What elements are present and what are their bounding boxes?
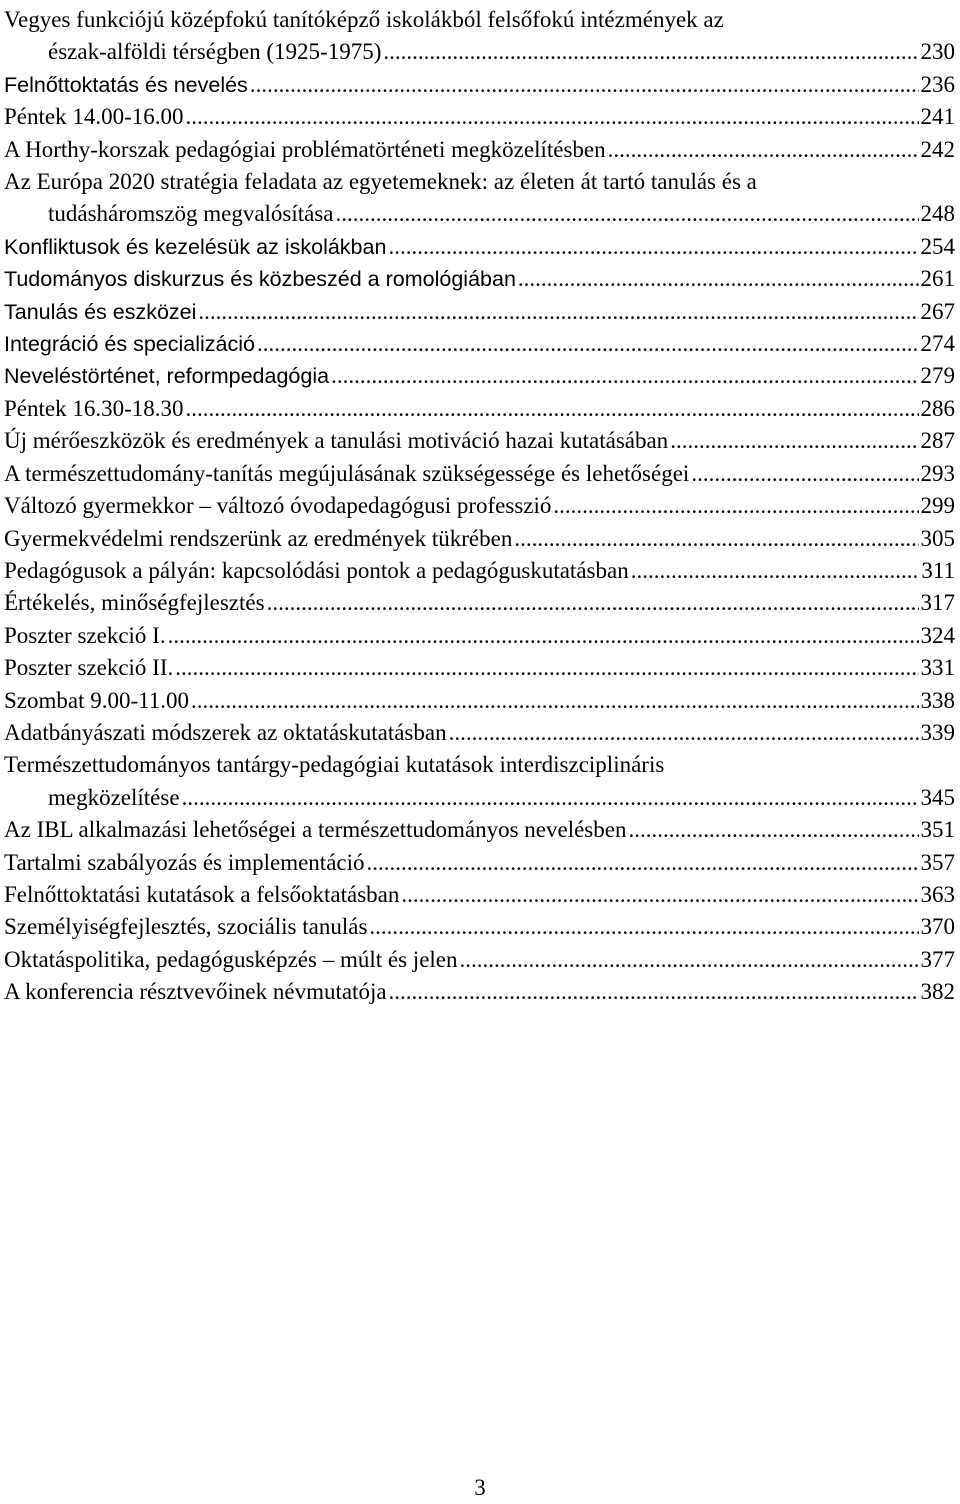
toc-entry-page: 370 [920,914,955,940]
toc-entry-page: 230 [920,39,955,65]
toc-entry-title: Péntek 16.30-18.30 [4,395,184,421]
toc-entry-title: Az IBL alkalmazási lehetőségei a természettudományos nevelésben [4,817,627,843]
dot-leader [388,231,918,263]
toc-entry[interactable] [4,231,955,263]
dot-leader [191,685,918,717]
toc-entry-title: Változó gyermekkor – változó óvodapedagógusi professzió [4,493,552,519]
toc-entry-page: 351 [920,817,955,843]
toc-entry[interactable] [4,166,955,231]
toc-entry-title-continued: tudásháromszög megvalósítása [48,201,334,227]
dot-leader [670,425,918,457]
toc-entry[interactable] [4,4,955,69]
dot-leader [168,620,919,652]
toc-entry-page: 242 [920,136,955,162]
dot-leader [628,814,918,846]
toc-entry-title: Oktatáspolitika, pedagógusképzés – múlt és jelen [4,946,458,972]
dot-leader [553,490,918,522]
toc-entry-page: 287 [920,428,955,454]
toc-entry-page: 324 [920,622,955,648]
dot-leader [250,69,919,101]
toc-entry[interactable] [4,101,955,133]
toc-entry[interactable] [4,328,955,360]
toc-entry-page: 261 [920,266,955,292]
dot-leader [336,198,919,230]
dot-leader [186,101,919,133]
toc-entry[interactable] [4,490,955,522]
dot-leader [267,587,919,619]
toc-entry-page: 377 [920,946,955,972]
toc-entry-title: Gyermekvédelmi rendszerünk az eredmények tükrében [4,525,513,551]
dot-leader [691,458,918,490]
toc-entry-page: 363 [920,881,955,907]
dot-leader [449,717,919,749]
toc-entry-title: Személyiségfejlesztés, szociális tanulás [4,914,368,940]
toc-entry-page: 345 [920,784,955,810]
dot-leader [460,944,919,976]
toc-entry-title-continued: megközelítése [48,784,180,810]
toc-entry[interactable] [4,458,955,490]
toc-entry[interactable] [4,944,955,976]
toc-entry[interactable] [4,263,955,295]
dot-leader [186,393,919,425]
toc-entry-page: 248 [920,201,955,227]
dot-leader [198,296,918,328]
toc-entry[interactable] [4,814,955,846]
toc-entry-page: 339 [920,719,955,745]
dot-leader [514,523,918,555]
dot-leader [331,360,918,392]
toc-entry[interactable] [4,296,955,328]
toc-entry-page: 236 [920,71,955,97]
toc-entry-title: Poszter szekció II. [4,655,174,681]
toc-entry-page: 279 [920,363,955,389]
toc-entry[interactable] [4,134,955,166]
dot-leader [401,879,918,911]
table-of-contents [4,4,955,1009]
toc-entry[interactable] [4,847,955,879]
toc-entry[interactable] [4,749,955,814]
dot-leader [608,134,919,166]
toc-entry-page: 317 [920,590,955,616]
toc-entry-page: 382 [920,979,955,1005]
toc-entry-title: Tudományos diskurzus és közbeszéd a romológiában [4,267,516,292]
toc-entry[interactable] [4,911,955,943]
toc-entry[interactable] [4,587,955,619]
toc-entry-page: 311 [921,557,955,583]
toc-entry[interactable] [4,652,955,684]
dot-leader [367,847,919,879]
toc-entry-page: 274 [920,331,955,357]
toc-entry-title: Neveléstörténet, reformpedagógia [4,364,330,389]
page-number: 3 [474,1475,486,1500]
toc-entry-title: Pedagógusok a pályán: kapcsolódási pontok a pedagóguskutatásban [4,557,629,583]
toc-entry[interactable] [4,976,955,1008]
toc-entry-title: Tanulás és eszközei [4,299,197,324]
toc-entry-title: Értékelés, minőségfejlesztés [4,590,265,616]
toc-entry-page: 286 [920,395,955,421]
toc-entry-title: Az Európa 2020 stratégia feladata az egyetemeknek: az életen át tartó tanulás és a [4,169,757,195]
toc-entry-title: A konferencia résztvevőinek névmutatója [4,979,387,1005]
toc-entry[interactable] [4,393,955,425]
toc-entry-page: 357 [920,849,955,875]
toc-entry-title: Természettudományos tantárgy-pedagógiai kutatások interdiszciplináris [4,752,665,778]
toc-entry-title: Új mérőeszközök és eredmények a tanulási motiváció hazai kutatásában [4,428,669,454]
toc-entry[interactable] [4,425,955,457]
toc-entry[interactable] [4,523,955,555]
dot-leader [369,911,918,943]
dot-leader [383,36,918,68]
toc-entry-title: A Horthy-korszak pedagógiai problématörténeti megközelítésben [4,136,606,162]
dot-leader [518,263,919,295]
toc-entry-page: 241 [920,104,955,130]
toc-entry-title: Felnőttoktatási kutatások a felsőoktatásban [4,881,400,907]
toc-entry-title: Péntek 14.00-16.00 [4,104,184,130]
toc-entry-title: Integráció és specializáció [4,332,255,357]
toc-entry-title: Konfliktusok és kezelésük az iskolákban [4,234,387,259]
dot-leader [631,555,920,587]
toc-entry-page: 293 [920,460,955,486]
toc-entry-page: 331 [920,655,955,681]
dot-leader [389,976,919,1008]
toc-entry[interactable] [4,620,955,652]
toc-entry-title: Poszter szekció I. [4,622,166,648]
toc-entry-title: Vegyes funkciójú középfokú tanítóképző iskolákból felsőfokú intézmények az [4,7,724,32]
toc-entry[interactable] [4,360,955,392]
toc-entry[interactable] [4,685,955,717]
toc-entry-title: Szombat 9.00-11.00 [4,687,190,713]
toc-entry-page: 299 [920,493,955,519]
toc-entry-page: 338 [920,687,955,713]
toc-entry-title: Tartalmi szabályozás és implementáció [4,849,365,875]
toc-entry-title: A természettudomány-tanítás megújulásának szükségessége és lehetőségei [4,460,690,486]
toc-entry[interactable] [4,717,955,749]
dot-leader [175,652,918,684]
toc-entry-title-continued: észak-alföldi térségben (1925-1975) [48,39,382,65]
toc-entry-page: 254 [920,233,955,259]
toc-entry-title: Felnőttoktatás és nevelés [4,72,248,97]
toc-entry-title: Adatbányászati módszerek az oktatáskutatásban [4,719,447,745]
toc-entry-page: 267 [920,298,955,324]
dot-leader [257,328,919,360]
toc-entry[interactable] [4,69,955,101]
toc-entry[interactable] [4,879,955,911]
toc-entry-page: 305 [920,525,955,551]
dot-leader [182,782,919,814]
toc-entry[interactable] [4,555,955,587]
